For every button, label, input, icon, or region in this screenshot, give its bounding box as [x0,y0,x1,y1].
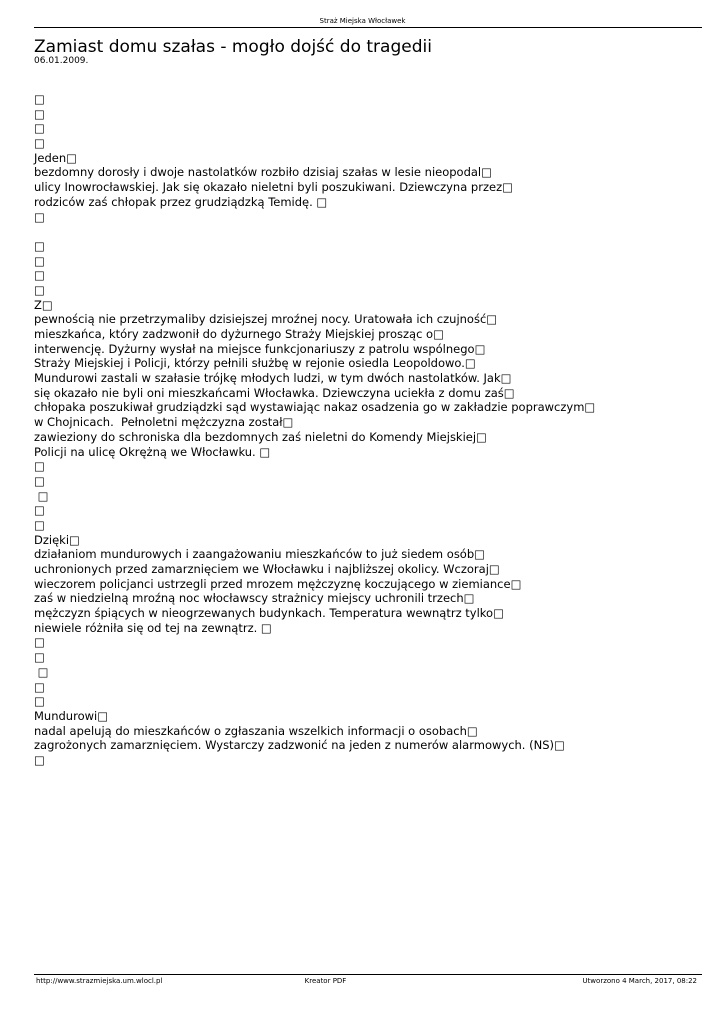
header-divider [34,27,702,28]
body-line: działaniom mundurowych i zaangażowaniu mieszkańców to już siedem osób□ [34,547,486,562]
body-line: □ [34,635,45,650]
body-line: interwencję. Dyżurny wysłał na miejsce funkcjonariuszy z patrolu wspólnego□ [34,341,486,356]
body-line: □ [34,694,45,709]
article-body [34,92,694,768]
body-line: □ [34,664,49,679]
body-line: □ [34,517,45,532]
body-line: □ [34,650,45,665]
body-line: zaś w niedzielną mroźną noc włocławscy strażnicy miejscy uchronili trzech□ [34,591,475,606]
body-line: Jeden□ [34,150,77,165]
body-line: ulicy Inowrocławskiej. Jak się okazało nieletni byli poszukiwani. Dziewczyna przez□ [34,180,513,195]
body-line: Policji na ulicę Okrężną we Włocławku. □ [34,444,271,459]
body-line: mężczyzn śpiących w nieogrzewanych budynkach. Temperatura wewnątrz tylko□ [34,606,504,621]
body-line: pewnością nie przetrzymaliby dzisiejszej mroźnej nocy. Uratowała ich czujność□ [34,312,498,327]
body-line: □ [34,253,45,268]
body-line: rodziców zaś chłopak przez grudziądzką Temidę. □ [34,194,328,209]
body-line: Dzięki□ [34,532,80,547]
body-line: □ [34,488,49,503]
body-line: □ [34,459,45,474]
article-date: 06.01.2009. [34,56,89,66]
article-title: Zamiast domu szałas - mogło dojść do tragedii [34,37,432,57]
body-line: niewiele różniła się od tej na zewnątrz. □ [34,620,272,635]
body-line: □ [34,473,45,488]
body-line: zawieziony do schroniska dla bezdomnych zaś nieletni do Komendy Miejskiej□ [34,429,487,444]
footer-url-link[interactable]: http://www.strazmiejska.um.wlocl.pl [36,977,163,985]
body-line: □ [34,679,45,694]
body-line: Straży Miejskiej i Policji, którzy pełnili służbę w rejonie osiedla Leopoldowo.□ [34,356,476,371]
footer-created-timestamp: Utworzono 4 March, 2017, 08:22 [582,977,697,985]
body-line: nadal apelują do mieszkańców o zgłaszania wszelkich informacji o osobach□ [34,723,478,738]
body-line: wieczorem policjanci ustrzegli przed mrozem mężczyznę koczującego w ziemiance□ [34,576,522,591]
body-line: □ [34,92,45,106]
body-line: □ [34,106,45,121]
body-line: uchronionych przed zamarznięciem we Włocławku i najbliższej okolicy. Wczoraj□ [34,562,500,576]
body-line: się okazało nie byli oni mieszkańcami Włocławka. Dziewczyna uciekła z domu zaś□ [34,385,515,400]
body-line: Z□ [34,297,53,312]
body-line: □ [34,121,45,136]
body-line: □ [34,238,45,253]
body-line: □ [34,209,45,224]
body-line: □ [34,268,45,283]
body-line: □ [34,503,45,518]
body-line: □ [34,136,45,151]
body-line: Mundurowi□ [34,708,109,723]
body-line: □ [34,282,45,297]
body-line: zagrożonych zamarznięciem. Wystarczy zadzwonić na jeden z numerów alarmowych. (NS)□ [34,738,565,753]
footer-generator: Kreator PDF [304,977,347,985]
body-line: bezdomny dorosły i dwoje nastolatków rozbiło dzisiaj szałas w lesie nieopodal□ [34,165,492,180]
footer-divider [34,974,702,975]
body-line: □ [34,752,45,767]
body-line [34,224,694,239]
body-line: Mundurowi zastali w szałasie trójkę młodych ludzi, w tym dwóch nastolatków. Jak□ [34,371,512,386]
page-header-title: Straż Miejska Włocławek [319,17,406,25]
body-line: mieszkańca, który zadzwonił do dyżurnego Straży Miejskiej prosząc o□ [34,327,444,341]
body-line: w Chojnicach. Pełnoletni mężczyzna został□ [34,415,294,430]
body-line: chłopaka poszukiwał grudziądzki sąd wystawiając nakaz osadzenia go w zakładzie poprawczym□ [34,400,596,415]
